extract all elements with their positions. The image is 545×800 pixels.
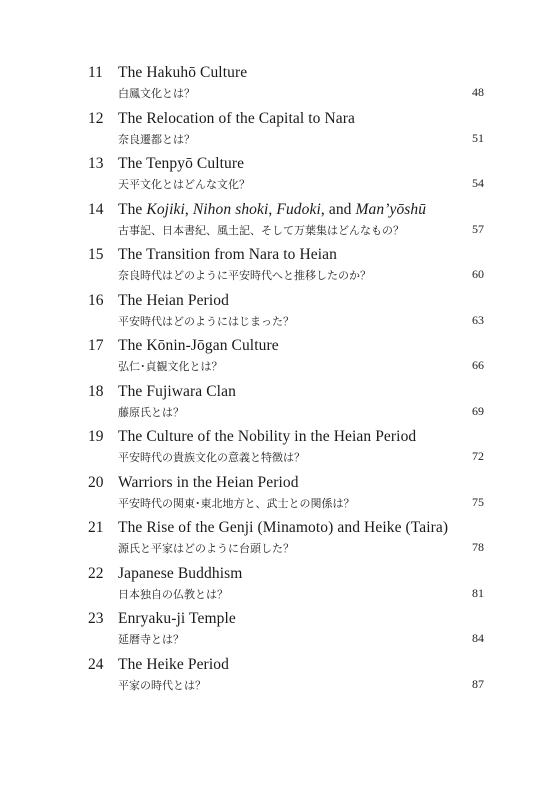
- entry-number: 23: [88, 610, 104, 627]
- entry-number: 22: [88, 564, 104, 582]
- entry-number: 20: [88, 473, 104, 491]
- entry-number: 19: [88, 428, 104, 445]
- entry-number: 11: [88, 64, 103, 81]
- entry-subtitle: 平家の時代とは？: [118, 678, 206, 692]
- toc-entry-13[interactable]: [88, 151, 484, 197]
- entry-title: The Rise of the Genji (Minamoto) and Heike (Taira): [118, 519, 449, 536]
- entry-title: The Fujiwara Clan: [118, 382, 236, 400]
- entry-number: 16: [88, 291, 104, 309]
- entry-number: 14: [88, 200, 104, 218]
- entry-subtitle: 奈良時代はどのように平安時代へと推移したのか？: [118, 269, 371, 282]
- toc-entry-18[interactable]: [88, 379, 484, 425]
- entry-number: 21: [88, 519, 104, 536]
- entry-title: [118, 201, 426, 219]
- entry-page-number: 63: [472, 312, 484, 327]
- toc-entry-15[interactable]: [88, 242, 484, 288]
- entry-subtitle: 藤原氏とは？: [118, 405, 184, 419]
- entry-page-number: 60: [472, 267, 484, 281]
- toc-entry-11[interactable]: [88, 60, 484, 106]
- entry-title: Enryaku-ji Temple: [118, 610, 236, 627]
- entry-number: 13: [88, 155, 104, 172]
- entry-page-number: 72: [472, 449, 484, 463]
- entry-title: The Transition from Nara to Heian: [118, 246, 337, 263]
- title-kojiki: Kojiki: [146, 200, 185, 218]
- entry-subtitle: 平安時代の貴族文化の意義と特徴は？: [118, 451, 305, 464]
- entry-title: The Relocation of the Capital to Nara: [118, 109, 355, 127]
- toc-entry-20[interactable]: [88, 470, 484, 516]
- entry-title: The Heike Period: [118, 655, 229, 673]
- entry-title: The Kōnin-Jōgan Culture: [118, 337, 279, 354]
- entry-subtitle: 弘仁･貞観文化とは？: [118, 360, 223, 373]
- entry-page-number: 54: [472, 176, 484, 190]
- entry-page-number: 87: [472, 676, 484, 691]
- entry-title: Japanese Buddhism: [118, 564, 243, 582]
- title-fudoki: Fudoki: [276, 200, 321, 218]
- toc-entry-23[interactable]: [88, 606, 484, 652]
- entry-title: The Culture of the Nobility in the Heian Period: [118, 428, 417, 445]
- entry-page-number: 84: [472, 631, 484, 645]
- entry-number: 15: [88, 246, 104, 263]
- title-separator: ,: [184, 200, 193, 218]
- toc-entry-12[interactable]: [88, 106, 484, 152]
- toc-entry-19[interactable]: [88, 424, 484, 470]
- toc-entry-24[interactable]: [88, 652, 484, 698]
- title-prefix: The: [118, 200, 147, 218]
- entry-number: 12: [88, 109, 104, 127]
- entry-page-number: 48: [472, 85, 484, 99]
- toc-entry-22[interactable]: [88, 561, 484, 607]
- entry-subtitle: 白鳳文化とは？: [118, 87, 195, 100]
- entry-page-number: 69: [472, 403, 484, 418]
- entry-number: 18: [88, 382, 104, 400]
- entry-subtitle: 源氏と平家はどのように台頭した？: [118, 542, 294, 555]
- entry-title: The Hakuhō Culture: [118, 64, 248, 81]
- entry-number: 17: [88, 337, 104, 354]
- title-nihon-shoki: Nihon shoki: [192, 200, 269, 218]
- entry-subtitle: 延暦寺とは？: [118, 633, 184, 646]
- entry-page-number: 66: [472, 358, 484, 372]
- toc-entry-16[interactable]: [88, 288, 484, 334]
- entry-title: The Heian Period: [118, 291, 229, 309]
- entry-subtitle: 古事記、日本書紀、風土記、そして万葉集はどんなもの？: [118, 223, 404, 237]
- entry-subtitle: 平安時代はどのようにはじまった？: [118, 314, 294, 328]
- entry-page-number: 78: [472, 540, 484, 554]
- title-manyoshu: Man’yōshū: [355, 200, 427, 218]
- entry-page-number: 81: [472, 585, 484, 600]
- title-separator: ,: [268, 200, 277, 218]
- title-separator: , and: [320, 200, 356, 218]
- entry-page-number: 51: [472, 130, 484, 145]
- toc-entry-14[interactable]: [88, 197, 484, 243]
- table-of-contents: [88, 60, 484, 697]
- entry-subtitle: 日本独自の仏教とは？: [118, 587, 228, 601]
- entry-subtitle: 奈良遷都とは？: [118, 132, 195, 146]
- entry-subtitle: 平安時代の関東･東北地方と、武士との関係は？: [118, 496, 355, 510]
- entry-page-number: 75: [472, 494, 484, 509]
- toc-entry-21[interactable]: [88, 515, 484, 561]
- entry-number: 24: [88, 655, 104, 673]
- entry-page-number: 57: [472, 221, 484, 236]
- entry-title: Warriors in the Heian Period: [118, 473, 299, 491]
- entry-title: The Tenpyō Culture: [118, 155, 245, 172]
- toc-entry-17[interactable]: [88, 333, 484, 379]
- entry-subtitle: 天平文化とはどんな文化？: [118, 178, 250, 191]
